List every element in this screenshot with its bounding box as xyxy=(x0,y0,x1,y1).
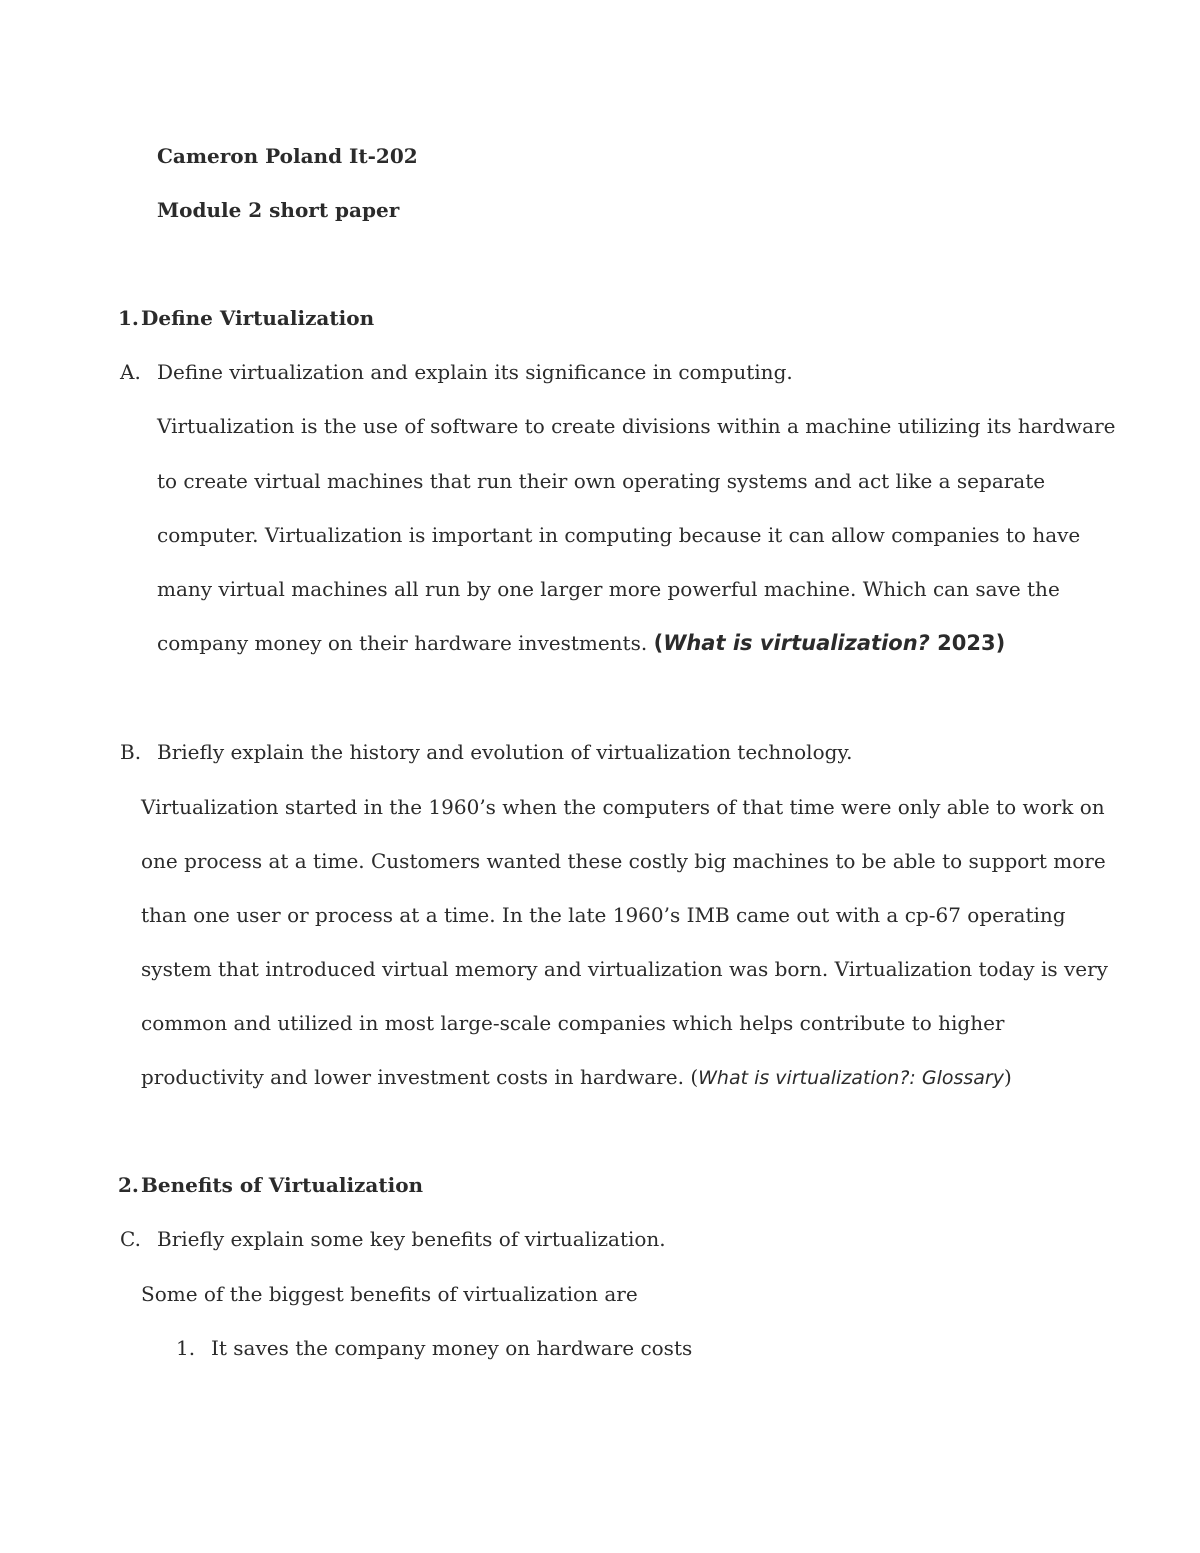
citation-open-paren: ( xyxy=(690,1065,699,1089)
partB-answer-line: one process at a time. Customers wanted these costly big machines to be able to support more xyxy=(141,849,1106,873)
partC-question: Briefly explain some key benefits of virtualization. xyxy=(157,1227,666,1251)
partA-marker: A. xyxy=(120,360,141,384)
partA-answer-line: computer. Virtualization is important in computing because it can allow companies to have xyxy=(157,523,1081,547)
partA-answer-last-line xyxy=(157,629,1005,657)
partA-answer-line: Virtualization is the use of software to create divisions within a machine utilizing its hardware xyxy=(157,414,1116,438)
partB-citation xyxy=(690,1065,1012,1089)
partA-answer-line: to create virtual machines that run their own operating systems and act like a separate xyxy=(157,469,1046,493)
citation-title: What is virtualization? xyxy=(663,631,930,655)
section1-number: 1. xyxy=(118,306,139,330)
partA-answer-line: company money on their hardware investments. xyxy=(157,631,648,655)
partB-answer-line: productivity and lower investment costs in hardware. xyxy=(141,1065,684,1089)
partB-answer-line: than one user or process at a time. In the late 1960’s IMB came out with a cp-67 operating xyxy=(141,903,1066,927)
partC-intro: Some of the biggest benefits of virtualization are xyxy=(141,1282,638,1306)
citation-open-paren: ( xyxy=(653,631,664,655)
partB-answer-last-line xyxy=(141,1063,1012,1092)
partB-question: Briefly explain the history and evolution of virtualization technology. xyxy=(157,740,853,764)
section1-heading: Define Virtualization xyxy=(141,306,375,330)
list-item-marker: 1. xyxy=(176,1336,196,1360)
section2-heading: Benefits of Virtualization xyxy=(141,1173,424,1197)
section2-number: 2. xyxy=(118,1173,139,1197)
page-title: Module 2 short paper xyxy=(157,198,400,222)
citation-year: 2023) xyxy=(929,631,1006,655)
author-course: Cameron Poland It-202 xyxy=(157,144,418,168)
partB-answer-line: Virtualization started in the 1960’s when the computers of that time were only able to work on xyxy=(141,795,1105,819)
partA-question: Define virtualization and explain its significance in computing. xyxy=(157,360,793,384)
partB-answer-line: common and utilized in most large-scale companies which helps contribute to higher xyxy=(141,1011,1005,1035)
partC-marker: C. xyxy=(120,1227,141,1251)
partB-answer-line: system that introduced virtual memory and virtualization was born. Virtualization today is very xyxy=(141,957,1108,981)
partA-citation xyxy=(654,631,1006,655)
partA-answer-line: many virtual machines all run by one larger more powerful machine. Which can save the xyxy=(157,577,1060,601)
citation-title: What is virtualization?: Glossary xyxy=(698,1067,1004,1089)
partB-marker: B. xyxy=(120,740,142,764)
citation-close-paren: ) xyxy=(1004,1065,1012,1089)
list-item: It saves the company money on hardware costs xyxy=(211,1336,693,1360)
